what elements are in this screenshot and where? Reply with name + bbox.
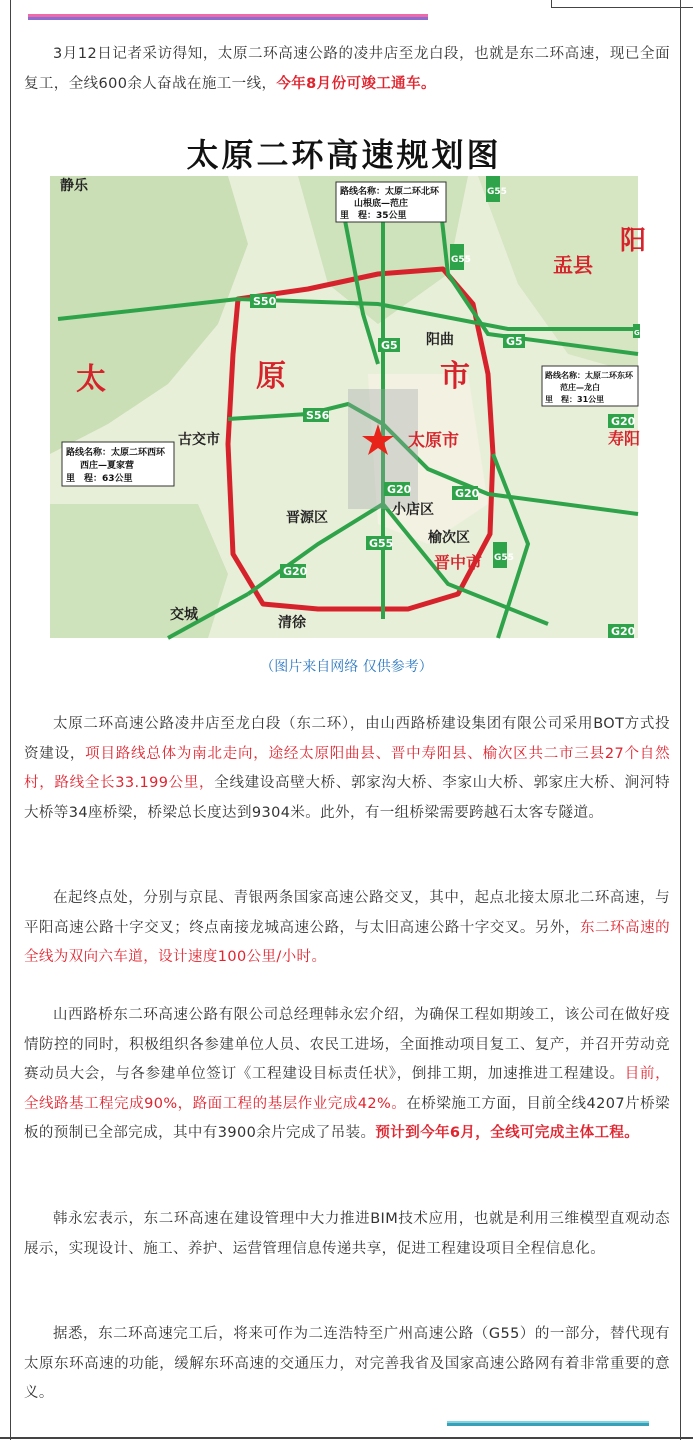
highway-badge: G5 [506, 335, 523, 348]
paragraph-bim: 韩永宏表示，东二环高速在建设管理中大力推进BIM技术应用，也就是利用三维模型直观动态展示，实现设计、施工、养护、运营管理信息传递共享，促进工程建设项目全程信息化。 [24, 1211, 670, 1257]
bottom-border [0, 1437, 693, 1439]
junctions-text: 在起终点处，分别与京昆、青银两条国家高速公路交叉，其中，起点北接太原北二环高速，与平阳高速公路十字交叉；终点南接龙城高速公路，与太旧高速公路十字交叉。另外， [24, 890, 670, 936]
map-big-label-2: 原 [256, 359, 286, 394]
junctions-highlight: 东二环高速的全线为双向六车道，设计速度100公里/小时。 [24, 919, 670, 965]
paragraph-progress [24, 1001, 670, 1149]
map-title: 太原二环高速规划图 [186, 136, 502, 174]
map-big-label-3: 市 [440, 359, 470, 394]
city-label: 小店区 [392, 502, 434, 518]
map-big-label-5: 盂县 [553, 253, 593, 277]
image-caption: （图片来自网络 仅供参考） [260, 659, 433, 675]
box-north-line3: 里 程：35公里 [340, 211, 407, 221]
highway-badge: G20 [611, 625, 636, 638]
highway-badge: G55 [369, 537, 394, 550]
city-label: 阳曲 [426, 332, 454, 348]
highway-badge: G20 [611, 415, 636, 428]
highway-badge: G20 [387, 483, 412, 496]
box-west-line2: 西庄—夏家营 [80, 461, 135, 471]
paragraph-junctions [24, 884, 670, 973]
project-text-a: 太原二环高速公路凌井店至龙白段（东二环），由山西路桥建设集团有限公司采用BOT方式投资建设， [24, 716, 670, 762]
city-label: 晋中市 [434, 553, 483, 572]
box-west-line1: 路线名称：太原二环西环 [66, 448, 166, 458]
project-text-c: 全线建设高壁大桥、郭家沟大桥、李家山大桥、郭家庄大桥、涧河特大桥等34座桥梁，桥梁总长度达到9304米。此外，有一组桥梁需要跨越石太客专隧道。 [24, 775, 670, 821]
progress-highlight: 目前，全线路基工程完成90%，路面工程的基层作业完成42%。 [24, 1066, 671, 1112]
city-label: 榆次区 [428, 530, 470, 546]
city-label: 太原市 [408, 431, 459, 451]
corner-decoration [551, 0, 693, 8]
top-decoration-bar [28, 14, 428, 20]
box-east-line1: 路线名称：太原二环东环 [545, 371, 633, 380]
ring-road-map [48, 124, 647, 640]
map-big-label-4: 阳 [620, 226, 647, 256]
highway-badge: G55 [487, 187, 507, 197]
city-label: 静乐 [60, 178, 88, 194]
progress-text-a: 山西路桥东二环高速公路有限公司总经理韩永宏介绍，为确保工程如期竣工，该公司在做好疫情防控的同时，积极组织各参建单位人员、农民工进场，全面推动项目复工、复产，并召开劳动竞赛动员大会，与各参建单位签订《工程建设目标责任状》，倒排工期，加速推进工程建设。 [24, 1007, 670, 1082]
bottom-decoration-bar [447, 1421, 649, 1426]
map-big-label-1: 太 [76, 362, 106, 397]
highway-badge: S50 [253, 295, 277, 308]
box-east-line2: 范庄—龙白 [560, 383, 600, 392]
paragraph-intro [24, 40, 670, 99]
box-north-line2: 山根底—范庄 [354, 199, 409, 209]
intro-highlight: 今年8月份可竣工通车。 [276, 75, 436, 92]
progress-text-c: 在桥梁施工方面，目前全线4207片桥梁板的预制已全部完成，其中有3900余片完成了吊装。 [24, 1095, 670, 1141]
progress-highlight-bold: 预计到今年6月，全线可完成主体工程。 [375, 1125, 640, 1141]
box-north-line1: 路线名称：太原二环北环 [340, 187, 440, 197]
highway-badge: G55 [451, 255, 471, 265]
city-label: 晋源区 [286, 510, 328, 526]
paragraph-project [24, 710, 670, 828]
highway-badge: S56 [306, 409, 330, 422]
city-label: 寿阳 [608, 429, 641, 448]
city-label: 交城 [170, 607, 198, 623]
highway-badge: G20 [455, 487, 480, 500]
highway-badge: G5 [634, 329, 645, 337]
highway-badge: G5 [381, 339, 398, 352]
project-highlight: 项目路线总体为南北走向，途经太原阳曲县、晋中寿阳县、榆次区共二市三县27个自然村，路线全长33.199公里， [24, 745, 670, 791]
intro-text: 3月12日记者采访得知，太原二环高速公路的凌井店至龙白段，也就是东二环高速，现已全面复工，全线600余人奋战在施工一线， [24, 46, 670, 92]
highway-badge: G55 [494, 553, 514, 563]
box-east-line3: 里 程：31公里 [545, 395, 605, 404]
city-label: 清徐 [278, 615, 306, 631]
city-label: 古交市 [178, 432, 220, 448]
box-west-line3: 里 程：63公里 [66, 474, 133, 484]
highway-badge: G20 [283, 565, 308, 578]
paragraph-significance: 据悉，东二环高速完工后，将来可作为二连浩特至广州高速公路（G55）的一部分，替代现有太原东环高速的功能，缓解东环高速的交通压力，对完善我省及国家高速公路网有着非常重要的意义。 [24, 1326, 670, 1401]
